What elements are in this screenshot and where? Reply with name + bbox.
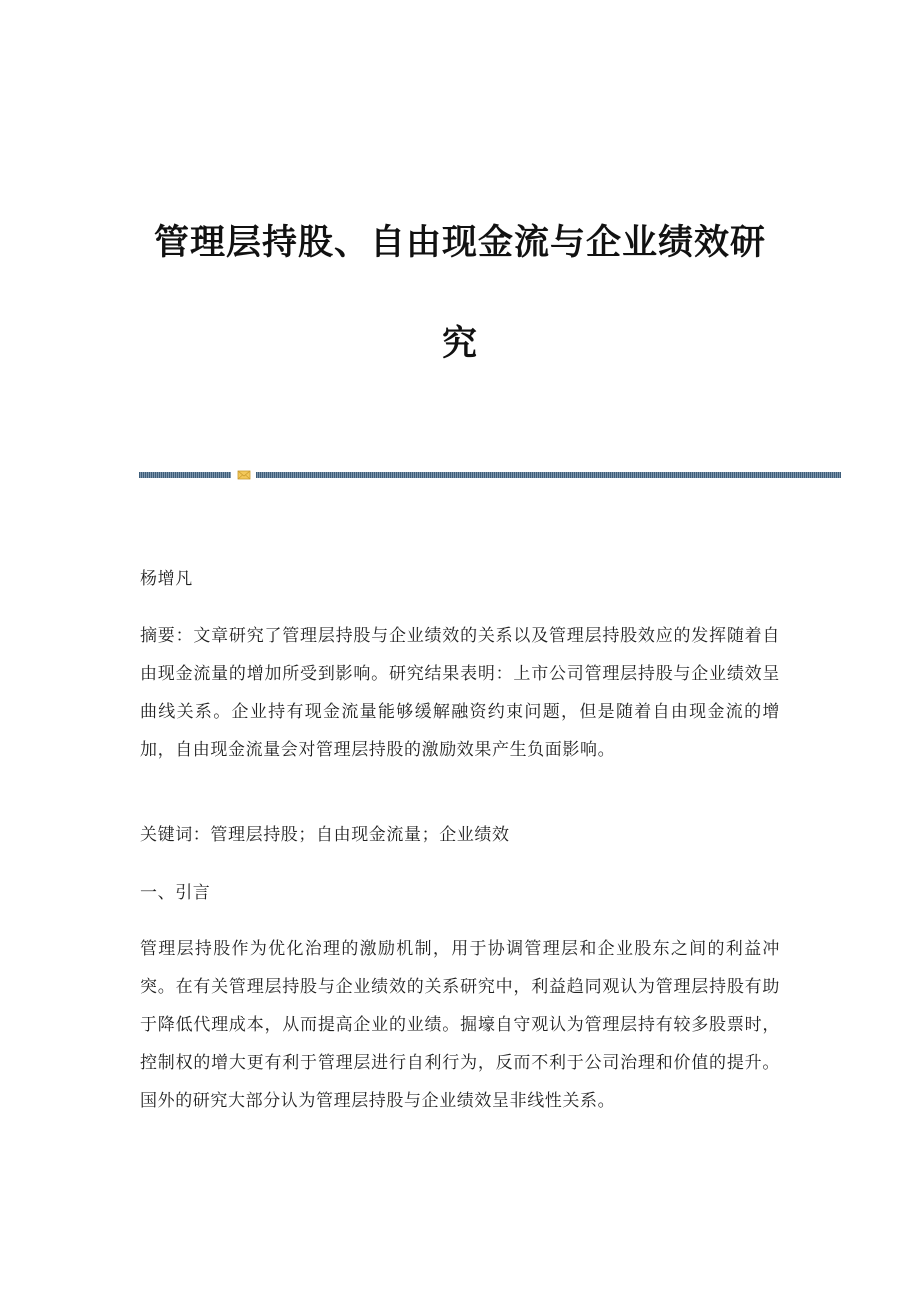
title-line-1: 管理层持股、自由现金流与企业绩效研 (153, 223, 766, 263)
keywords-line: 关键词：管理层持股；自由现金流量；企业绩效 (140, 825, 510, 845)
divider-bar-left (139, 472, 231, 478)
divider-bar-right (256, 472, 841, 478)
intro-paragraph: 管理层持股作为优化治理的激励机制，用于协调管理层和企业股东之间的利益冲突。在有关管理层持股与企业绩效的关系研究中，利益趋同观认为管理层持股有助于降低代理成本，从而提高企业的业绩。掘壕自守观认为管理层持有较多股票时，控制权的增大更有利于管理层进行自利行为，反而不利于公司治理和价值的提升。国外的研究大部分认为管理层持股与企业绩效呈非线性关系。 (140, 939, 780, 1111)
decorative-divider (139, 469, 841, 481)
envelope-ornament-icon (237, 469, 251, 481)
title-line-2: 究 (441, 324, 478, 364)
abstract-paragraph: 摘要：文章研究了管理层持股与企业绩效的关系以及管理层持股效应的发挥随着自由现金流量的增加所受到影响。研究结果表明：上市公司管理层持股与企业绩效呈曲线关系。企业持有现金流量能够缓解融资约束问题，但是随着自由现金流的增加，自由现金流量会对管理层持股的激励效果产生负面影响。 (140, 626, 780, 760)
section-heading: 一、引言 (140, 883, 211, 903)
author-name: 杨增凡 (140, 569, 193, 589)
